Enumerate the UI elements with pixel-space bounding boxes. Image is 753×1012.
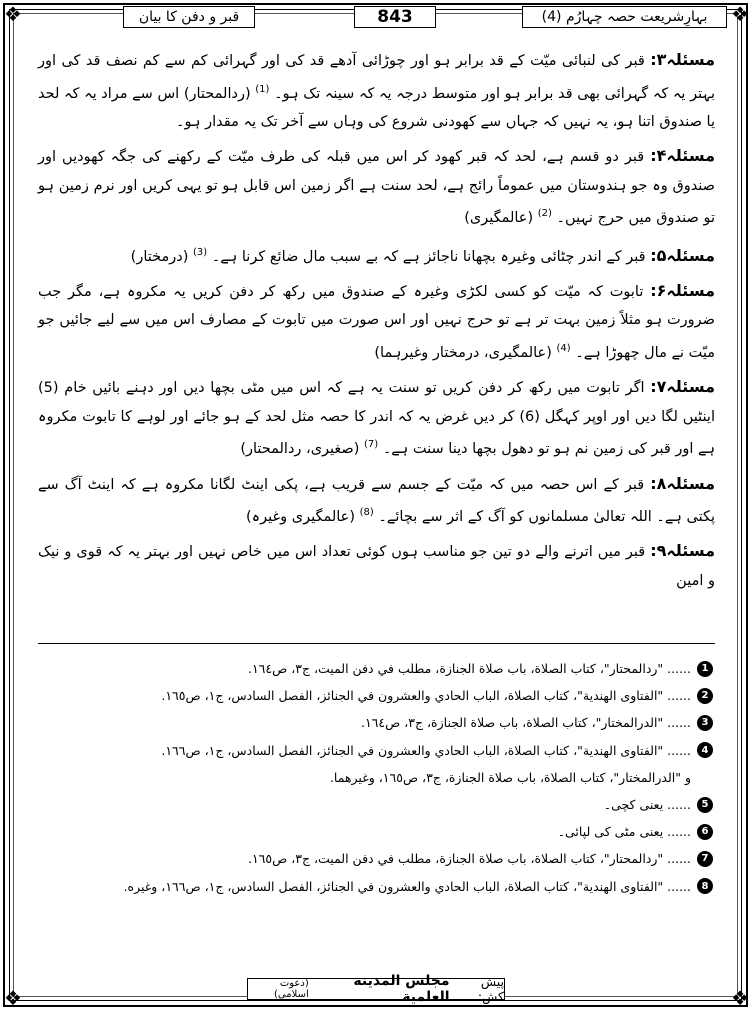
footnote-ref: (2) (537, 208, 552, 220)
paragraph-tail: (صغیری، ردالمحتار) (240, 441, 360, 458)
paragraph-text: قبر کے اس حصہ میں کہ میّت کے جسم سے قریب ہے، پکی اینٹ لگانا مکروہ ہے کہ اینٹ آگ سے پکتی ہے۔ اللہ تعالیٰ مسلمانوں کو آگ کے اثر سے بچائے۔ (38, 476, 715, 525)
masala-label: مسئلہ۷: (650, 377, 716, 397)
paragraph (38, 277, 715, 367)
paragraph (38, 239, 715, 271)
footnote-text: و "الدرالمختار"، كتاب الصلاة، باب صلاة الجنازة، ج٣، ص١٦٥، وغيرهما. (329, 769, 691, 785)
footnote-text: ...... "الفتاوى الهندية"، كتاب الصلاة، الباب الحادي والعشرون في الجنائز، الفصل السادس، ج١، ص١٦٦. (161, 742, 691, 758)
paragraph-tail: (ردالمحتار) اس سے مراد یہ کہ لحد یا صندوق اتنا ہو، یہ نہیں کہ جہاں سے کھودنی شروع کی وہاں سے آخر تک یہ مقدار ہو۔ (38, 85, 715, 130)
footnote (40, 873, 713, 900)
footnote-text: ...... "ردالمحتار"، كتاب الصلاة، باب صلاة الجنازة، مطلب في دفن الميت، ج٣، ص١٦٤. (247, 661, 691, 676)
paragraph-text: تابوت کہ میّت کو کسی لکڑی وغیرہ کے صندوق میں رکھ کر دفن کریں یہ مکروہ ہے، مگر جب ضرورت ہو مثلاً زمین بہت تر ہے تو حرج نہیں اور اس صورت میں تابوت کے مصارف اس میں سے لیے جائیں جو میّت نے مال چھوڑا ہے۔ (38, 283, 715, 361)
footnote-number: 6 (697, 824, 713, 840)
masala-label: مسئلہ۳: (650, 50, 715, 69)
paragraph-text: قبر میں اترنے والے دو تین جو مناسب ہوں کوئی تعداد اس میں خاص نہیں اور بہتر یہ کہ قوی و نیک و امین (38, 544, 715, 589)
paragraph (38, 537, 715, 595)
masala-label: مسئلہ۶: (650, 280, 715, 300)
footnote (40, 682, 713, 709)
main-text (38, 46, 715, 601)
paragraph-tail: (عالمگیری) (464, 210, 534, 227)
corner-ornament-bottom-right: ❖ (731, 986, 749, 1010)
footer-presenter: پیش کش: (477, 974, 504, 1004)
page-header (20, 6, 733, 30)
footnote-text: ...... "ردالمحتار"، كتاب الصلاة، باب صلاة الجنازة، مطلب في دفن الميت، ج٣، ص١٦٥. (247, 851, 691, 867)
footnotes (40, 655, 713, 900)
footnote-ref: (3) (192, 246, 208, 258)
footnote (40, 737, 713, 764)
masala-label: مسئلہ۸: (650, 473, 715, 493)
corner-ornament-bottom-left: ❖ (4, 986, 22, 1010)
footnote-text: ...... "الفتاوى الهندية"، كتاب الصلاة، الباب الحادي والعشرون في الجنائز، الفصل السادس، ج١، ص١٦٦، وغيره. (123, 878, 691, 894)
footnote-ref: (1) (255, 83, 270, 95)
paragraph-text: اگر تابوت میں رکھ کر دفن کریں تو سنت یہ ہے کہ اس میں مٹی بچھا دیں اور دہنے بائیں خام (5) اینٹیں لگا دیں اور اوپر کہگل (6) کر دیں غرض یہ کہ اندر کا حصہ مثل لحد کے ہو جائے اور لوہے کا تابوت مکروہ ہے اور قبر کی زمین نم ہو تو دھول بچھا دینا سنت ہے۔ (38, 380, 715, 458)
paragraph (38, 373, 715, 463)
footer-organization: مجلس المدينة العلمية (353, 973, 450, 1005)
page-footer (247, 973, 505, 1005)
footnote-separator (38, 643, 715, 644)
paragraph-text: قبر دو قسم ہے، لحد کہ قبر کھود کر اس میں قبلہ کی طرف میّت کے رکھنے کی جگہ کھودیں اور صندوق وہ جو ہندوستان میں عموماً رائج ہے، لحد سنت ہے اگر زمین اس قابل ہو تو یہی کریں اور نرم زمین ہو تو صندوق میں حرج نہیں۔ (38, 149, 715, 227)
footer-subtitle: (دعوت اسلامی) (274, 978, 309, 1000)
footnote-ref: (7) (364, 439, 379, 451)
footnote-ref: (8) (359, 507, 374, 519)
footnote (40, 709, 713, 736)
footnote (40, 818, 713, 845)
masala-label: مسئلہ۹: (650, 541, 715, 561)
footnote (40, 845, 713, 872)
paragraph-tail: (عالمگیری وغیرہ) (246, 508, 355, 525)
corner-ornament-top-left: ❖ (4, 2, 22, 26)
footnote-number: 4 (697, 742, 713, 758)
footnote-text: ...... یعنی کچی۔ (603, 797, 691, 813)
chapter-title: قبر و دفن کا بیان (123, 6, 255, 28)
page-number: 843 (354, 6, 436, 28)
paragraph (38, 470, 715, 532)
footnote-number: 8 (697, 878, 713, 894)
paragraph-tail: (عالمگیری، درمختار وغیرہما) (374, 344, 552, 361)
paragraph-tail: (درمختار) (130, 248, 189, 265)
footnote (40, 655, 713, 682)
footnote (40, 791, 713, 818)
paragraph (38, 46, 715, 136)
masala-label: مسئلہ۵: (650, 245, 715, 265)
paragraph-text: قبر کی لنبائی میّت کے قد برابر ہو اور چوڑائی آدھے قد کی اور گہرائی کم سے کم نصف قد کی اور بہتر یہ کہ گہرائی بھی قد برابر ہو اور متوسط درجہ یہ کہ سینہ تک ہو۔ (38, 53, 715, 102)
masala-label: مسئلہ۴: (650, 146, 715, 166)
footnote-text: ...... "الفتاوى الهندية"، كتاب الصلاة، الباب الحادي والعشرون في الجنائز، الفصل السادس، ج١، ص١٦٥. (161, 688, 691, 704)
footnote-number: 2 (697, 688, 713, 704)
paragraph (38, 142, 715, 232)
footnote-ref: (4) (556, 342, 571, 354)
footnote-continuation (40, 764, 713, 791)
footnote-number: 7 (697, 851, 713, 867)
footnote-number: 1 (697, 661, 713, 677)
footnote-text: ...... یعنی مٹی کی لپائی۔ (557, 824, 691, 840)
paragraph-text: قبر کے اندر چٹائی وغیرہ بچھانا ناجائز ہے کہ بے سبب مال ضائع کرنا ہے۔ (211, 248, 646, 265)
book-title: بہارِشریعت حصہ چہارُم (4) (522, 6, 727, 28)
footnote-number: 5 (697, 797, 713, 813)
footnote-number: 3 (697, 715, 713, 731)
footnote-text: ...... "الدرالمختار"، كتاب الصلاة، باب صلاة الجنازة، ج٣، ص١٦٤. (360, 715, 691, 731)
corner-ornament-top-right: ❖ (731, 2, 749, 26)
